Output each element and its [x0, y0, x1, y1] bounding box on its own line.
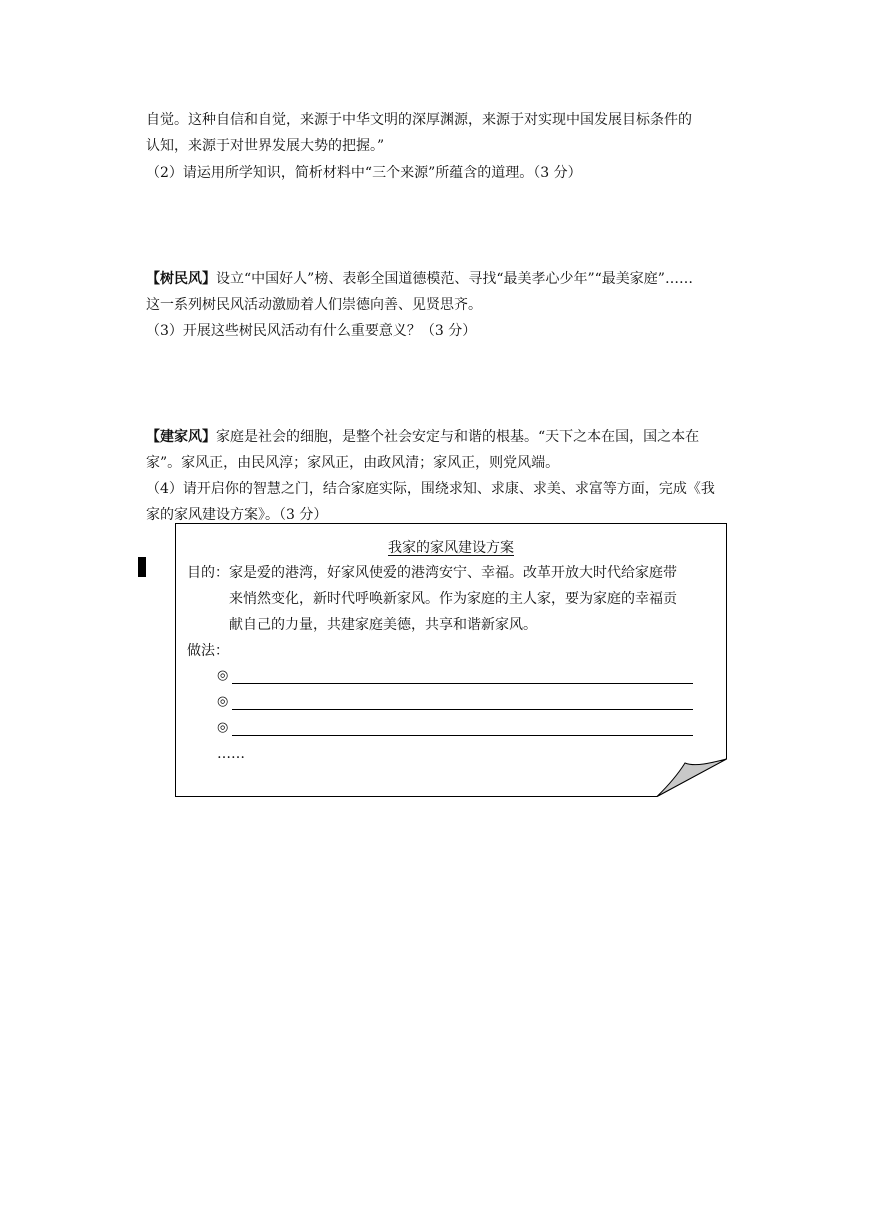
question-3: （3）开展这些树民风活动有什么重要意义？（3 分） [146, 323, 477, 339]
material-text-line: 这一系列树民风活动激励着人们崇德向善、见贤思齐。 [146, 297, 482, 313]
plan-title: 我家的家风建设方案 [388, 540, 514, 556]
material-paragraph [146, 427, 699, 447]
bullet-icon: ◎ [217, 694, 229, 709]
material-text-line: 自觉。这种自信和自觉，来源于中华文明的深厚渊源，来源于对实现中国发展目标条件的 [146, 112, 692, 128]
purpose-row [187, 563, 677, 583]
family-plan-box [175, 523, 727, 797]
question-2: （2）请运用所学知识，简析材料中“三个来源”所蕴含的道理。（3 分） [146, 165, 582, 181]
material-paragraph [146, 269, 693, 289]
blank-rule [232, 683, 693, 684]
margin-marker [138, 557, 146, 577]
purpose-text-line: 献自己的力量，共建家庭美德，共享和谐新家风。 [229, 617, 537, 633]
blank-rule [232, 735, 693, 736]
method-label: 做法： [187, 643, 229, 659]
question-4: （4）请开启你的智慧之门，结合家庭实际，围绕求知、求康、求美、求富等方面，完成《我 [146, 481, 715, 497]
material-text-line: 认知，来源于对世界发展大势的把握。” [146, 138, 385, 154]
purpose-text-line: 来悄然变化，新时代呼唤新家风。作为家庭的主人家，要为家庭的幸福贡 [229, 591, 677, 607]
section-tag: 【建家风】 [146, 429, 216, 445]
bullet-icon: ◎ [217, 720, 229, 735]
answer-line[interactable] [217, 720, 693, 740]
material-text: 家庭是社会的细胞，是整个社会安定与和谐的根基。“天下之本在国，国之本在 [216, 429, 700, 445]
section-tag: 【树民风】 [146, 271, 216, 287]
material-text: 设立“中国好人”榜、表彰全国道德模范、寻找“最美孝心少年”“最美家庭”…… [216, 271, 693, 287]
purpose-text: 家是爱的港湾，好家风使爱的港湾安宁、幸福。改革开放大时代给家庭带 [229, 565, 677, 581]
blank-rule [232, 709, 693, 710]
answer-line[interactable] [217, 668, 693, 688]
bullet-icon: ◎ [217, 668, 229, 683]
answer-line[interactable] [217, 694, 693, 714]
material-text-line: 家”。家风正，由民风淳；家风正，由政风清；家风正，则党风端。 [146, 455, 560, 471]
purpose-label: 目的： [187, 565, 229, 581]
question-4-continued: 家的家风建设方案》。（3 分） [146, 507, 328, 523]
ellipsis: …… [217, 746, 245, 762]
